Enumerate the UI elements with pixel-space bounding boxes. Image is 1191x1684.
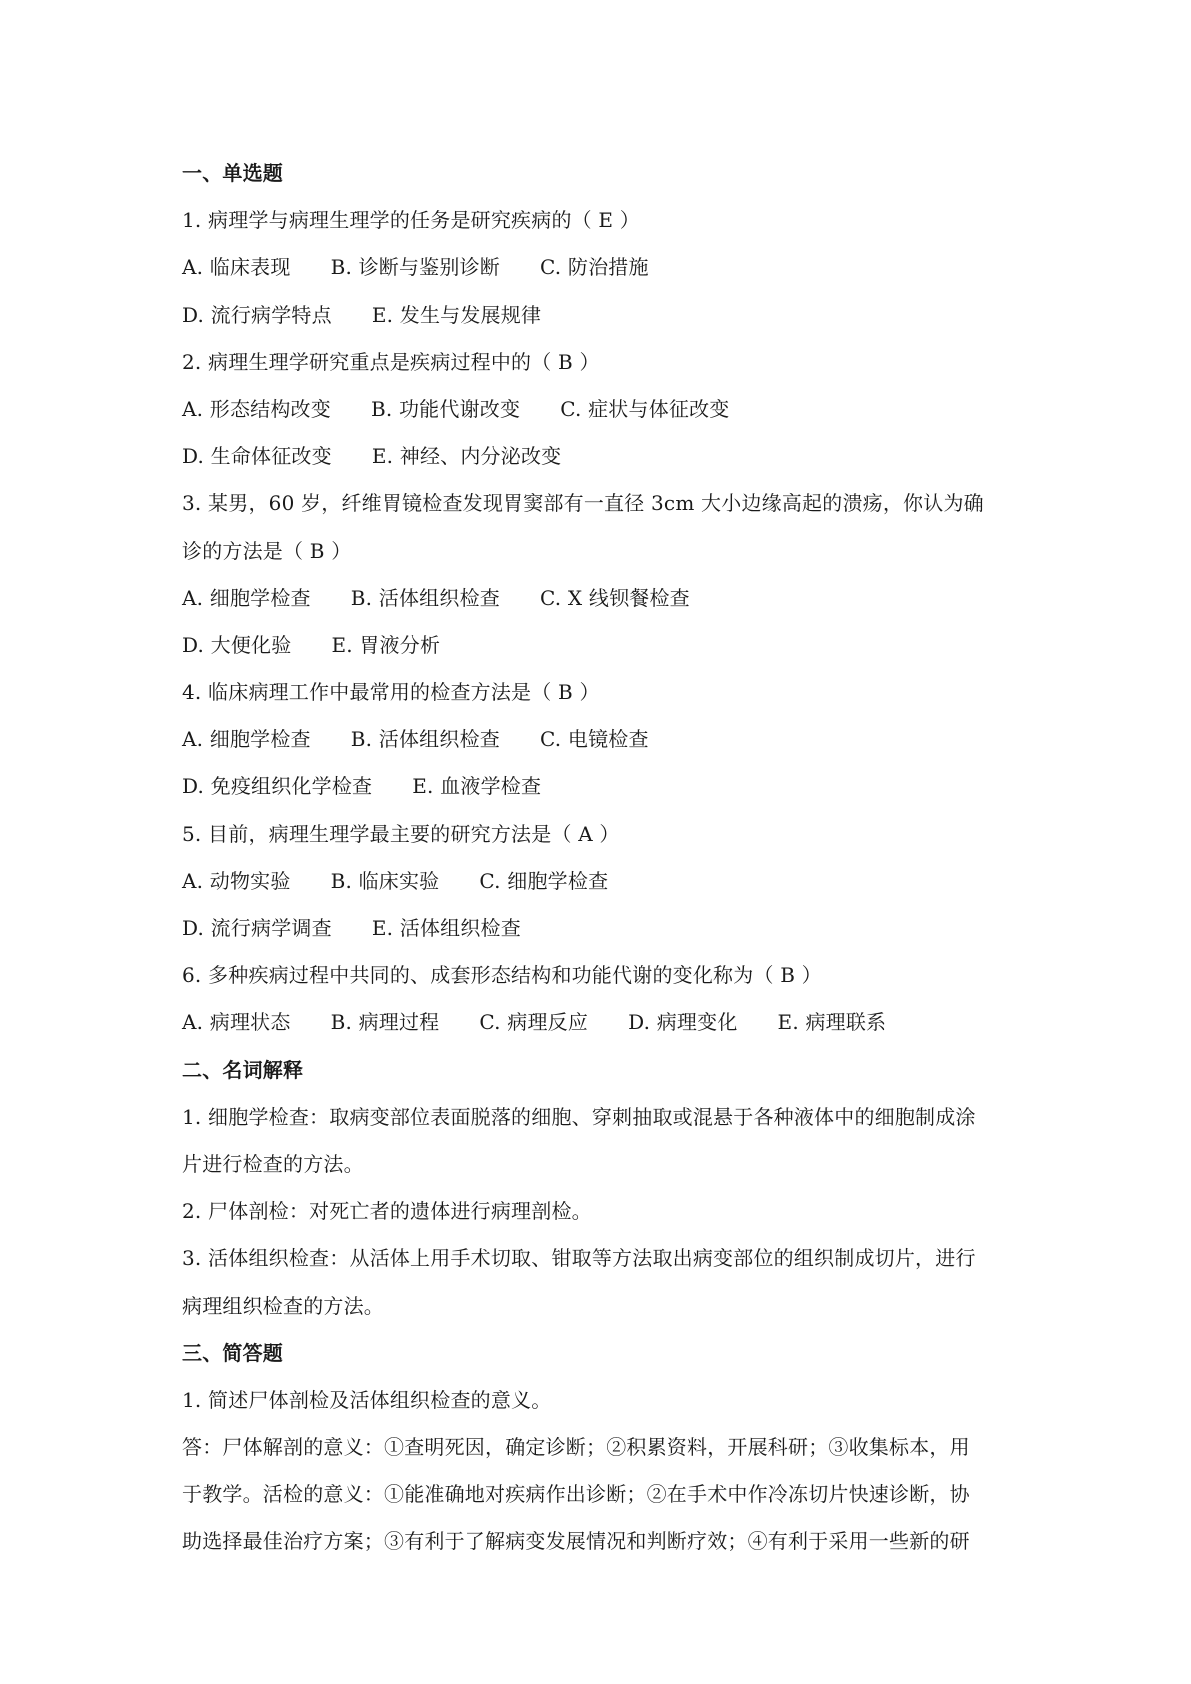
options-row <box>182 433 1022 480</box>
options-row <box>182 763 1022 810</box>
section-title-mcq: 一、单选题 <box>182 161 283 185</box>
option-c: C. 防治措施 <box>539 255 649 280</box>
option-b: B. 功能代谢改变 <box>370 396 521 421</box>
option-a: A. 细胞学检查 <box>182 727 311 752</box>
option-a: A. 临床表现 <box>182 255 291 280</box>
option-d: D. 大便化验 <box>182 632 292 657</box>
option-d: D. 流行病学特点 <box>182 302 332 327</box>
option-d: D. 免疫组织化学检查 <box>182 774 373 799</box>
option-d: D. 病理变化 <box>628 1010 738 1035</box>
answer-line: 助选择最佳治疗方案；③有利于了解病变发展情况和判断疗效；④有利于采用一些新的研 <box>182 1529 970 1554</box>
option-b: B. 临床实验 <box>330 868 440 893</box>
option-c: C. 电镜检查 <box>539 727 649 752</box>
options-row <box>182 622 1022 669</box>
option-a: A. 病理状态 <box>182 1010 291 1035</box>
options-row <box>182 292 1022 339</box>
term-3-cont: 病理组织检查的方法。 <box>182 1293 384 1318</box>
option-e: E. 病理联系 <box>777 1010 887 1035</box>
option-b: B. 诊断与鉴别诊断 <box>330 255 500 280</box>
option-a: A. 细胞学检查 <box>182 585 311 610</box>
question-3-cont: 诊的方法是（ B ） <box>182 538 352 563</box>
options-row <box>182 716 1022 763</box>
option-e: E. 神经、内分泌改变 <box>371 444 562 469</box>
document-body <box>182 150 1022 1566</box>
options-row <box>182 575 1022 622</box>
question-2: 2. 病理生理学研究重点是疾病过程中的（ B ） <box>182 349 600 374</box>
term-3: 3. 活体组织检查：从活体上用手术切取、钳取等方法取出病变部位的组织制成切片，进行 <box>182 1246 976 1271</box>
options-row <box>182 905 1022 952</box>
question-5: 5. 目前，病理生理学最主要的研究方法是（ A ） <box>182 821 620 846</box>
question-1: 1. 病理学与病理生理学的任务是研究疾病的（ E ） <box>182 208 640 233</box>
options-row <box>182 386 1022 433</box>
option-e: E. 血液学检查 <box>412 774 542 799</box>
section-title-terms: 二、名词解释 <box>182 1057 304 1082</box>
options-row <box>182 999 1022 1046</box>
option-b: B. 病理过程 <box>330 1010 440 1035</box>
option-b: B. 活体组织检查 <box>350 727 500 752</box>
option-e: E. 活体组织检查 <box>371 916 521 940</box>
option-d: D. 流行病学调查 <box>182 916 332 940</box>
options-row <box>182 244 1022 291</box>
option-c: C. 细胞学检查 <box>479 868 609 893</box>
term-1: 1. 细胞学检查：取病变部位表面脱落的细胞、穿刺抽取或混悬于各种液体中的细胞制成涂 <box>182 1104 976 1129</box>
options-row <box>182 858 1022 905</box>
answer-line: 答：尸体解剖的意义：①查明死因，确定诊断；②积累资料，开展科研；③收集标本，用 <box>182 1435 970 1460</box>
option-c: C. 病理反应 <box>479 1010 589 1035</box>
answer-line: 于教学。活检的意义：①能准确地对疾病作出诊断；②在手术中作冷冻切片快速诊断，协 <box>182 1482 970 1507</box>
option-c: C. 症状与体征改变 <box>560 396 730 421</box>
question-6: 6. 多种疾病过程中共同的、成套形态结构和功能代谢的变化称为（ B ） <box>182 963 822 988</box>
option-a: A. 形态结构改变 <box>182 396 331 421</box>
option-e: E. 发生与发展规律 <box>371 302 542 327</box>
option-a: A. 动物实验 <box>182 868 291 893</box>
question-3: 3. 某男，60 岁，纤维胃镜检查发现胃窦部有一直径 3cm 大小边缘高起的溃疡，你认为确 <box>182 491 984 516</box>
term-2: 2. 尸体剖检：对死亡者的遗体进行病理剖检。 <box>182 1199 592 1224</box>
option-d: D. 生命体征改变 <box>182 444 332 469</box>
option-c: C. X 线钡餐检查 <box>539 585 690 610</box>
section-title-short-answer: 三、简答题 <box>182 1340 283 1365</box>
option-e: E. 胃液分析 <box>331 632 441 657</box>
term-1-cont: 片进行检查的方法。 <box>182 1151 364 1176</box>
question-4: 4. 临床病理工作中最常用的检查方法是（ B ） <box>182 680 600 705</box>
option-b: B. 活体组织检查 <box>350 585 500 610</box>
short-question-1: 1. 简述尸体剖检及活体组织检查的意义。 <box>182 1387 552 1412</box>
